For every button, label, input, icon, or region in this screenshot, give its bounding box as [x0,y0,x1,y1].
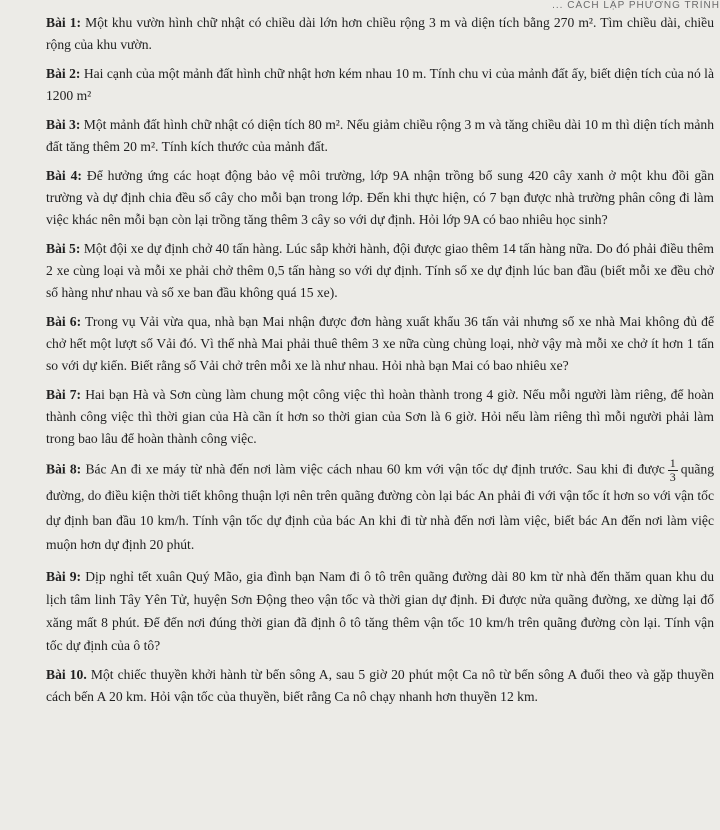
problem-7 [46,384,714,450]
problem-10 [46,664,714,708]
problem-text: Một khu vườn hình chữ nhật có chiều dài lớn hơn chiều rộng 3 m và diện tích bằng 270 m². Tìm chiều dài, chiều rộng của khu vườn. [46,15,714,52]
problem-text-after: quãng đường, do điều kiện thời tiết không thuận lợi nên trên quãng đường còn lại bác An phải đi với vận tốc ít hơn so với vận tốc dự định ban đầu 10 km/h. Tính vận tốc dự định của bác An khi đi từ nhà đến nơi làm việc, biết bác An đến nơi làm việc muộn hơn dự định 20 phút. [46,461,714,552]
problem-4 [46,165,714,231]
problem-text: Trong vụ Vải vừa qua, nhà bạn Mai nhận được đơn hàng xuất khẩu 36 tấn vải nhưng số xe nhà Mai không đủ để chở hết một lượt số Vải đó. Vì thế nhà Mai phải thuê thêm 3 xe nữa cùng chủng loại, nhờ vậy mà mỗi xe chở ít hơn 1 tấn so với dự kiến. Biết rằng số Vải chở trên mỗi xe là như nhau. Hỏi nhà bạn Mai có bao nhiêu xe? [46,314,714,373]
problem-text: Một đội xe dự định chở 40 tấn hàng. Lúc sắp khởi hành, đội được giao thêm 14 tấn hàng nữa. Do đó phải điều thêm 2 xe cùng loại và mỗi xe phải chở thêm 0,5 tấn hàng so với dự định. Tính số xe dự định lúc ban đầu (biết mỗi xe đều chở số hàng như nhau và số xe ban đầu không quá 15 xe). [46,241,714,300]
problem-title: Bài 8: [46,461,82,477]
problem-5 [46,238,714,304]
problem-title: Bài 5: [46,241,81,256]
problem-9 [46,565,714,657]
problem-title: Bài 2: [46,66,81,81]
problem-3 [46,114,714,158]
problem-title: Bài 1: [46,15,82,30]
problem-title: Bài 9: [46,568,82,584]
problem-title: Bài 4: [46,168,82,183]
problem-title: Bài 10. [46,666,87,682]
problem-title: Bài 6: [46,314,82,329]
problem-6 [46,311,714,377]
problem-text-before: Bác An đi xe máy từ nhà đến nơi làm việc cách nhau 60 km với vận tốc dự định trước. Sau khi đi được [85,461,665,477]
problem-2 [46,63,714,107]
problem-title: Bài 7: [46,387,82,402]
problem-title: Bài 3: [46,117,81,132]
problem-text: Một mảnh đất hình chữ nhật có diện tích 80 m². Nếu giảm chiều rộng 3 m và tăng chiều dài 10 m thì diện tích mảnh đất tăng thêm 20 m². Tính kích thước của mảnh đất. [46,117,714,154]
problem-text: Dịp nghỉ tết xuân Quý Mão, gia đình bạn Nam đi ô tô trên quãng đường dài 80 km từ nhà đến thăm quan khu du lịch tâm linh Tây Yên Tử, huyện Sơn Động theo vận tốc và thời gian dự định. Đi được nửa quãng đường, xe dừng lại đổ xăng mất 8 phút. Để đến nơi đúng thời gian đã định ô tô tăng thêm vận tốc 10 km/h trên quãng đường còn lại. Tính vận tốc dự định của ô tô? [46,568,715,653]
problem-text: Hai bạn Hà và Sơn cùng làm chung một công việc thì hoàn thành trong 4 giờ. Nếu mỗi người làm riêng, để hoàn thành công việc thì thời gian của Hà cần ít hơn so thời gian của Sơn là 6 giờ. Hỏi nếu làm riêng thì mỗi người phải làm trong bao lâu để hoàn thành công việc. [46,387,714,446]
fraction-numerator: 1 [669,456,676,470]
fraction-denominator: 3 [669,470,676,484]
problem-text: Hai cạnh của một mảnh đất hình chữ nhật hơn kém nhau 10 m. Tính chu vi của mảnh đất ấy, biết diện tích của nó là 1200 m² [46,66,714,103]
problem-1 [46,12,714,56]
problem-8 [46,457,714,558]
worksheet [46,12,714,715]
fraction-one-third [668,457,678,484]
problem-text: Một chiếc thuyền khởi hành từ bến sông A, sau 5 giờ 20 phút một Ca nô từ bến sông A đuổi theo và gặp thuyền cách bến A 20 km. Hỏi vận tốc của thuyền, biết rằng Ca nô chạy nhanh hơn thuyền 12 km. [46,666,715,704]
page-header: ... CÁCH LẬP PHƯƠNG TRÌNH [552,0,720,11]
problem-text: Để hưởng ứng các hoạt động bảo vệ môi trường, lớp 9A nhận trồng bổ sung 420 cây xanh ở một khu đồi gần trường và dự định chia đều số cây cho mỗi bạn trong lớp. Đến khi thực hiện, có 7 bạn được nhà trường phân công đi làm việc khác nên mỗi bạn còn lại trồng tăng thêm 3 cây so với dự định. Hỏi lớp 9A có bao nhiêu học sinh? [46,168,714,227]
